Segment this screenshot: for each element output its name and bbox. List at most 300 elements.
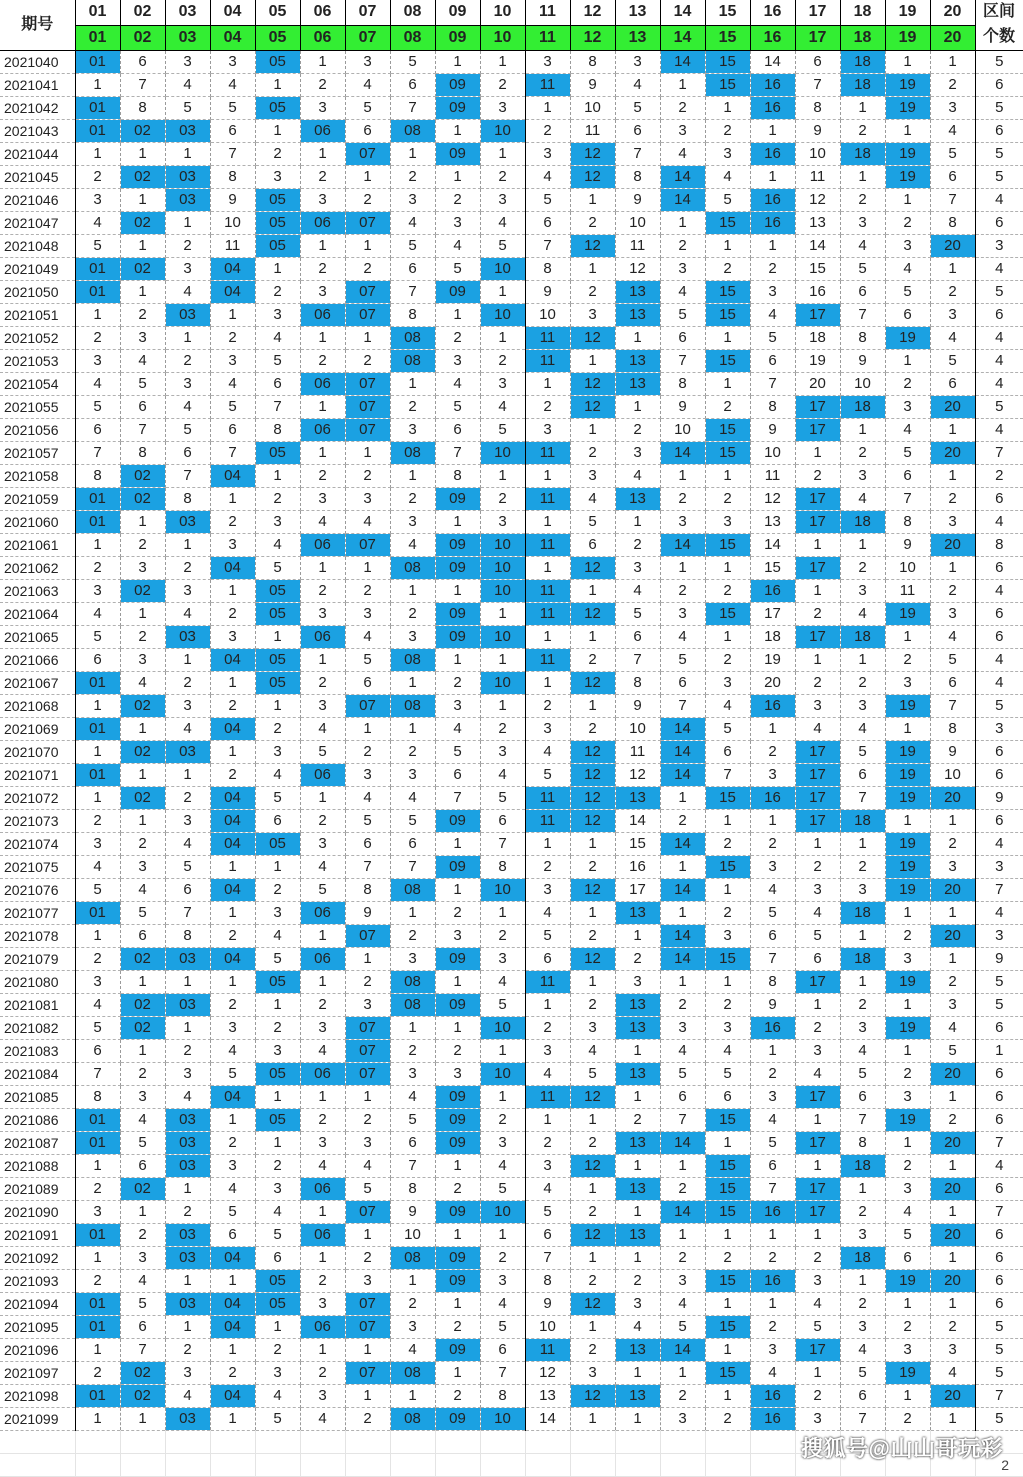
omission-cell: 1 <box>300 556 345 579</box>
drawn-number-cell: 16 <box>750 694 795 717</box>
omission-cell: 3 <box>435 924 480 947</box>
omission-cell: 2 <box>930 1108 975 1131</box>
omission-cell: 4 <box>840 1039 885 1062</box>
omission-cell: 3 <box>435 211 480 234</box>
omission-cell: 2 <box>345 257 390 280</box>
omission-cell: 4 <box>750 303 795 326</box>
drawn-number-cell: 07 <box>345 533 390 556</box>
omission-cell: 2 <box>840 119 885 142</box>
omission-cell: 2 <box>885 211 930 234</box>
interval-count-cell: 9 <box>975 786 1023 809</box>
omission-cell: 1 <box>75 303 120 326</box>
omission-cell: 2 <box>390 602 435 625</box>
drawn-number-cell: 17 <box>795 809 840 832</box>
omission-cell: 20 <box>750 671 795 694</box>
drawn-number-cell: 03 <box>165 119 210 142</box>
interval-count-cell: 5 <box>975 165 1023 188</box>
omission-cell: 2 <box>165 349 210 372</box>
omission-cell: 2 <box>615 1108 660 1131</box>
drawn-number-cell: 01 <box>75 119 120 142</box>
omission-cell: 1 <box>705 234 750 257</box>
number-header: 16 <box>750 0 795 25</box>
omission-cell: 8 <box>615 671 660 694</box>
drawn-number-cell: 05 <box>255 96 300 119</box>
omission-cell: 1 <box>120 234 165 257</box>
drawn-number-cell: 09 <box>435 280 480 303</box>
drawn-number-cell: 06 <box>300 418 345 441</box>
drawn-number-cell: 03 <box>165 1407 210 1430</box>
omission-cell: 2 <box>300 257 345 280</box>
omission-cell: 5 <box>840 1062 885 1085</box>
drawn-number-cell: 19 <box>885 602 930 625</box>
table-row <box>0 556 1023 579</box>
omission-cell: 5 <box>885 280 930 303</box>
drawn-number-cell: 13 <box>615 1223 660 1246</box>
omission-cell: 1 <box>525 671 570 694</box>
period-cell: 2021075 <box>0 855 75 878</box>
drawn-number-cell: 08 <box>390 1246 435 1269</box>
omission-cell: 1 <box>525 96 570 119</box>
interval-count-cell: 4 <box>975 188 1023 211</box>
omission-cell: 1 <box>930 556 975 579</box>
omission-cell: 1 <box>885 1384 930 1407</box>
omission-cell: 12 <box>525 1361 570 1384</box>
omission-cell: 5 <box>840 257 885 280</box>
omission-cell: 9 <box>660 395 705 418</box>
omission-cell: 5 <box>660 648 705 671</box>
drawn-number-cell: 09 <box>435 809 480 832</box>
omission-cell: 1 <box>210 1108 255 1131</box>
drawn-number-cell: 14 <box>660 1131 705 1154</box>
omission-cell: 6 <box>120 395 165 418</box>
table-row <box>0 96 1023 119</box>
omission-cell: 4 <box>525 165 570 188</box>
omission-cell: 1 <box>300 50 345 73</box>
omission-cell: 8 <box>480 855 525 878</box>
omission-cell: 3 <box>210 50 255 73</box>
omission-cell: 2 <box>840 1200 885 1223</box>
drawn-number-cell: 02 <box>120 786 165 809</box>
period-cell: 2021098 <box>0 1384 75 1407</box>
drawn-number-cell: 04 <box>210 717 255 740</box>
omission-cell: 3 <box>885 234 930 257</box>
omission-cell: 1 <box>480 1085 525 1108</box>
drawn-number-cell: 13 <box>615 1177 660 1200</box>
omission-cell: 7 <box>165 901 210 924</box>
omission-cell: 3 <box>345 50 390 73</box>
omission-cell: 3 <box>435 349 480 372</box>
drawn-number-cell: 15 <box>705 303 750 326</box>
omission-cell: 3 <box>210 1154 255 1177</box>
omission-cell: 3 <box>120 326 165 349</box>
omission-cell: 2 <box>750 1315 795 1338</box>
drawn-number-cell: 07 <box>345 924 390 947</box>
omission-cell: 7 <box>75 1062 120 1085</box>
omission-cell: 6 <box>345 119 390 142</box>
omission-cell: 7 <box>390 855 435 878</box>
omission-cell: 2 <box>75 165 120 188</box>
drawn-number-cell: 07 <box>345 418 390 441</box>
omission-cell: 7 <box>660 694 705 717</box>
omission-cell: 3 <box>840 1016 885 1039</box>
omission-cell: 1 <box>615 395 660 418</box>
omission-cell: 14 <box>615 809 660 832</box>
omission-cell: 6 <box>795 50 840 73</box>
interval-count-cell: 5 <box>975 993 1023 1016</box>
omission-cell: 8 <box>840 1131 885 1154</box>
drawn-number-cell: 10 <box>480 579 525 602</box>
omission-cell: 5 <box>255 947 300 970</box>
omission-cell: 4 <box>210 372 255 395</box>
omission-cell: 1 <box>885 809 930 832</box>
interval-count-cell: 5 <box>975 694 1023 717</box>
omission-cell: 2 <box>705 395 750 418</box>
drawn-number-cell: 10 <box>480 671 525 694</box>
omission-cell: 3 <box>390 188 435 211</box>
drawn-number-cell: 07 <box>345 694 390 717</box>
interval-count-cell: 7 <box>975 1200 1023 1223</box>
drawn-number-cell: 16 <box>750 211 795 234</box>
omission-cell: 1 <box>480 280 525 303</box>
period-cell: 2021089 <box>0 1177 75 1200</box>
omission-cell: 1 <box>210 303 255 326</box>
omission-cell: 3 <box>795 1407 840 1430</box>
omission-cell: 4 <box>840 1338 885 1361</box>
omission-cell: 3 <box>615 970 660 993</box>
omission-cell: 3 <box>120 855 165 878</box>
drawn-number-cell: 17 <box>795 763 840 786</box>
table-row <box>0 1108 1023 1131</box>
omission-cell: 1 <box>120 602 165 625</box>
omission-cell: 1 <box>345 441 390 464</box>
omission-cell: 7 <box>750 1177 795 1200</box>
omission-cell: 6 <box>840 1384 885 1407</box>
omission-cell: 1 <box>930 1292 975 1315</box>
drawn-number-cell: 13 <box>615 349 660 372</box>
omission-cell: 1 <box>660 73 705 96</box>
omission-cell: 1 <box>570 970 615 993</box>
omission-cell: 4 <box>615 579 660 602</box>
period-cell: 2021059 <box>0 487 75 510</box>
omission-cell: 2 <box>705 119 750 142</box>
omission-cell: 4 <box>390 1085 435 1108</box>
omission-cell: 1 <box>480 1223 525 1246</box>
drawn-number-cell: 04 <box>210 1292 255 1315</box>
omission-cell: 4 <box>840 602 885 625</box>
omission-cell: 3 <box>300 1016 345 1039</box>
omission-cell: 6 <box>615 119 660 142</box>
omission-cell: 5 <box>165 855 210 878</box>
drawn-number-cell: 07 <box>345 142 390 165</box>
empty-cell <box>300 1453 345 1476</box>
omission-cell: 3 <box>840 211 885 234</box>
interval-count-cell: 4 <box>975 257 1023 280</box>
omission-cell: 1 <box>525 372 570 395</box>
period-cell: 2021080 <box>0 970 75 993</box>
drawn-number-cell: 12 <box>570 142 615 165</box>
omission-cell: 5 <box>885 441 930 464</box>
table-row <box>0 303 1023 326</box>
omission-cell: 3 <box>750 1338 795 1361</box>
omission-cell: 2 <box>615 418 660 441</box>
omission-cell: 2 <box>390 1292 435 1315</box>
omission-cell: 1 <box>480 694 525 717</box>
omission-cell: 2 <box>480 165 525 188</box>
omission-cell: 1 <box>255 855 300 878</box>
omission-cell: 6 <box>165 441 210 464</box>
omission-cell: 1 <box>435 878 480 901</box>
omission-cell: 1 <box>750 1039 795 1062</box>
omission-cell: 6 <box>705 1085 750 1108</box>
omission-cell: 9 <box>885 533 930 556</box>
omission-cell: 3 <box>480 96 525 119</box>
interval-count-cell: 1 <box>975 1039 1023 1062</box>
omission-cell: 2 <box>930 832 975 855</box>
omission-cell: 1 <box>345 947 390 970</box>
omission-cell: 1 <box>885 1292 930 1315</box>
omission-cell: 3 <box>840 878 885 901</box>
empty-cell <box>120 1453 165 1476</box>
omission-cell: 2 <box>660 993 705 1016</box>
omission-cell: 1 <box>615 1407 660 1430</box>
period-cell: 2021066 <box>0 648 75 671</box>
period-cell: 2021064 <box>0 602 75 625</box>
drawn-number-cell: 08 <box>390 1361 435 1384</box>
omission-cell: 2 <box>210 602 255 625</box>
drawn-number-cell: 17 <box>795 303 840 326</box>
omission-cell: 4 <box>660 1039 705 1062</box>
omission-cell: 1 <box>795 1223 840 1246</box>
omission-cell: 3 <box>525 142 570 165</box>
interval-count-cell: 4 <box>975 372 1023 395</box>
drawn-number-cell: 06 <box>300 533 345 556</box>
omission-cell: 1 <box>210 579 255 602</box>
drawn-number-cell: 14 <box>660 878 705 901</box>
drawn-number-cell: 11 <box>525 441 570 464</box>
period-cell: 2021051 <box>0 303 75 326</box>
omission-cell: 2 <box>525 1131 570 1154</box>
drawn-number-cell: 15 <box>705 1200 750 1223</box>
drawn-number-cell: 12 <box>570 1292 615 1315</box>
omission-cell: 2 <box>435 1315 480 1338</box>
drawn-number-cell: 12 <box>570 165 615 188</box>
drawn-number-cell: 05 <box>255 671 300 694</box>
omission-cell: 1 <box>255 464 300 487</box>
omission-cell: 3 <box>345 763 390 786</box>
period-cell: 2021085 <box>0 1085 75 1108</box>
drawn-number-cell: 02 <box>120 694 165 717</box>
omission-cell: 2 <box>930 73 975 96</box>
drawn-number-cell: 13 <box>615 1384 660 1407</box>
drawn-number-cell: 12 <box>570 809 615 832</box>
omission-cell: 11 <box>795 165 840 188</box>
omission-cell: 9 <box>930 740 975 763</box>
drawn-number-cell: 01 <box>75 1108 120 1131</box>
omission-cell: 1 <box>705 1292 750 1315</box>
drawn-number-cell: 19 <box>885 740 930 763</box>
interval-count-cell: 4 <box>975 579 1023 602</box>
omission-cell: 3 <box>750 280 795 303</box>
period-cell: 2021081 <box>0 993 75 1016</box>
omission-cell: 14 <box>750 533 795 556</box>
empty-cell <box>435 1453 480 1476</box>
omission-cell: 5 <box>615 96 660 119</box>
period-cell: 2021083 <box>0 1039 75 1062</box>
omission-cell: 5 <box>435 257 480 280</box>
omission-cell: 2 <box>75 1361 120 1384</box>
omission-cell: 3 <box>615 50 660 73</box>
omission-cell: 1 <box>345 717 390 740</box>
omission-cell: 1 <box>930 50 975 73</box>
omission-cell: 7 <box>750 372 795 395</box>
drawn-number-cell: 19 <box>885 142 930 165</box>
omission-cell: 6 <box>75 648 120 671</box>
drawn-number-cell: 17 <box>795 1085 840 1108</box>
omission-cell: 7 <box>210 441 255 464</box>
drawn-number-cell: 20 <box>930 1062 975 1085</box>
omission-cell: 6 <box>390 832 435 855</box>
interval-count-cell: 5 <box>975 142 1023 165</box>
omission-cell: 1 <box>660 464 705 487</box>
omission-cell: 1 <box>885 119 930 142</box>
omission-cell: 2 <box>525 1016 570 1039</box>
omission-cell: 1 <box>660 970 705 993</box>
omission-cell: 1 <box>435 1223 480 1246</box>
omission-cell: 2 <box>705 1407 750 1430</box>
period-cell: 2021088 <box>0 1154 75 1177</box>
omission-cell: 9 <box>795 119 840 142</box>
omission-cell: 2 <box>210 924 255 947</box>
omission-cell: 6 <box>525 1223 570 1246</box>
period-cell: 2021084 <box>0 1062 75 1085</box>
table-row <box>0 694 1023 717</box>
omission-cell: 4 <box>615 464 660 487</box>
omission-cell: 2 <box>885 1315 930 1338</box>
drawn-number-cell: 10 <box>480 1016 525 1039</box>
drawn-number-cell: 09 <box>435 1131 480 1154</box>
table-row <box>0 372 1023 395</box>
table-row <box>0 855 1023 878</box>
drawn-number-cell: 16 <box>750 1016 795 1039</box>
omission-cell: 1 <box>255 1315 300 1338</box>
omission-cell: 7 <box>120 1338 165 1361</box>
drawn-number-cell: 01 <box>75 1384 120 1407</box>
omission-cell: 1 <box>435 832 480 855</box>
omission-cell: 1 <box>210 1407 255 1430</box>
omission-cell: 2 <box>255 1016 300 1039</box>
omission-cell: 3 <box>255 510 300 533</box>
drawn-number-cell: 03 <box>165 1131 210 1154</box>
omission-cell: 3 <box>705 142 750 165</box>
table-row <box>0 326 1023 349</box>
omission-cell: 4 <box>480 1292 525 1315</box>
omission-cell: 1 <box>210 740 255 763</box>
drawn-number-cell: 09 <box>435 1269 480 1292</box>
omission-cell: 9 <box>750 418 795 441</box>
drawn-number-cell: 05 <box>255 1108 300 1131</box>
omission-cell: 8 <box>75 464 120 487</box>
drawn-number-cell: 05 <box>255 648 300 671</box>
omission-cell: 1 <box>255 257 300 280</box>
omission-cell: 1 <box>885 349 930 372</box>
omission-cell: 2 <box>210 763 255 786</box>
omission-cell: 1 <box>435 1361 480 1384</box>
interval-count-cell: 4 <box>975 671 1023 694</box>
drawn-number-cell: 04 <box>210 832 255 855</box>
omission-cell: 4 <box>120 878 165 901</box>
omission-cell: 4 <box>345 625 390 648</box>
omission-cell: 1 <box>480 1039 525 1062</box>
omission-cell: 4 <box>750 1108 795 1131</box>
drawn-number-cell: 18 <box>840 510 885 533</box>
drawn-number-cell: 11 <box>525 1085 570 1108</box>
omission-cell: 3 <box>165 579 210 602</box>
omission-cell: 5 <box>930 648 975 671</box>
omission-cell: 2 <box>120 1223 165 1246</box>
omission-cell: 8 <box>75 1085 120 1108</box>
omission-cell: 2 <box>390 165 435 188</box>
number-header-green: 05 <box>255 25 300 50</box>
table-row <box>0 763 1023 786</box>
omission-cell: 2 <box>210 1131 255 1154</box>
number-header-green: 09 <box>435 25 480 50</box>
omission-cell: 7 <box>390 96 435 119</box>
drawn-number-cell: 16 <box>750 96 795 119</box>
omission-cell: 2 <box>300 809 345 832</box>
drawn-number-cell: 14 <box>660 947 705 970</box>
omission-cell: 1 <box>705 372 750 395</box>
omission-cell: 2 <box>525 395 570 418</box>
omission-cell: 5 <box>345 648 390 671</box>
drawn-number-cell: 09 <box>435 1338 480 1361</box>
omission-cell: 4 <box>300 1039 345 1062</box>
omission-cell: 5 <box>255 1407 300 1430</box>
table-row <box>0 1292 1023 1315</box>
drawn-number-cell: 19 <box>885 694 930 717</box>
omission-cell: 2 <box>120 832 165 855</box>
omission-cell: 1 <box>885 901 930 924</box>
omission-cell: 4 <box>525 1177 570 1200</box>
drawn-number-cell: 13 <box>615 303 660 326</box>
omission-cell: 6 <box>885 1246 930 1269</box>
omission-cell: 10 <box>930 763 975 786</box>
drawn-number-cell: 06 <box>300 1177 345 1200</box>
omission-cell: 4 <box>165 280 210 303</box>
table-row <box>0 648 1023 671</box>
omission-cell: 5 <box>210 96 255 119</box>
drawn-number-cell: 06 <box>300 947 345 970</box>
omission-cell: 10 <box>525 303 570 326</box>
drawn-number-cell: 14 <box>660 740 705 763</box>
drawn-number-cell: 07 <box>345 1292 390 1315</box>
table-row <box>0 878 1023 901</box>
interval-count-cell: 6 <box>975 1246 1023 1269</box>
omission-cell: 1 <box>120 510 165 533</box>
omission-cell: 2 <box>120 303 165 326</box>
omission-cell: 1 <box>615 1200 660 1223</box>
omission-cell: 6 <box>345 832 390 855</box>
omission-cell: 2 <box>795 1016 840 1039</box>
omission-cell: 11 <box>615 740 660 763</box>
omission-cell: 2 <box>885 1407 930 1430</box>
drawn-number-cell: 13 <box>615 993 660 1016</box>
table-row <box>0 1246 1023 1269</box>
omission-cell: 1 <box>930 1085 975 1108</box>
drawn-number-cell: 18 <box>840 901 885 924</box>
empty-cell <box>660 1430 705 1453</box>
drawn-number-cell: 19 <box>885 1108 930 1131</box>
interval-count-cell: 6 <box>975 625 1023 648</box>
